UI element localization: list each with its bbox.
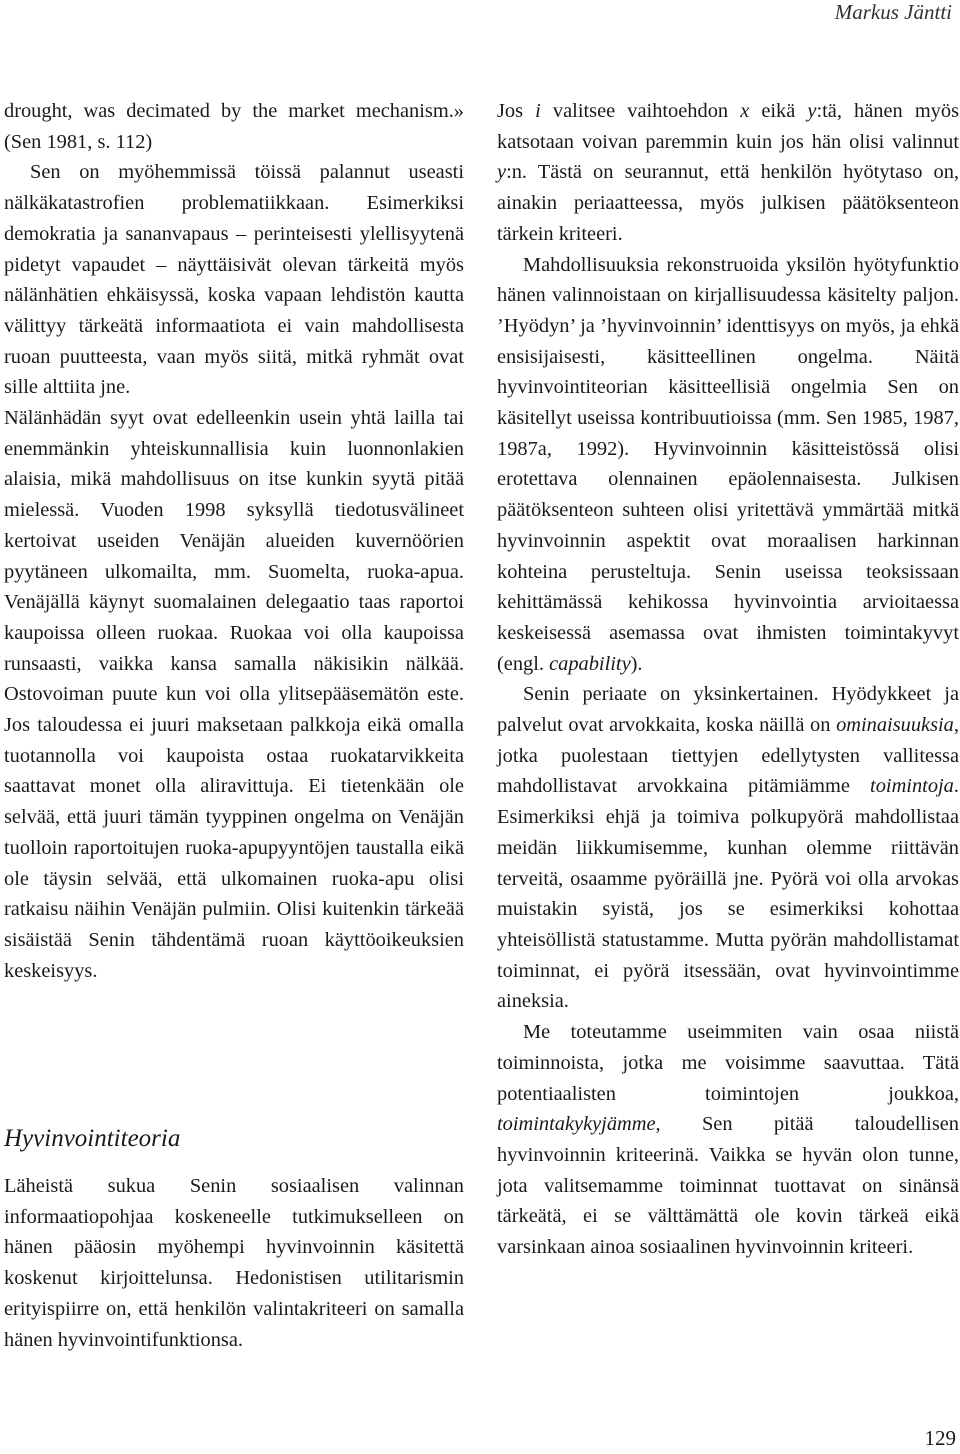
italic-term: toimintakykyjämme [497,1113,656,1136]
running-header-author: Markus Jäntti [834,0,952,24]
paragraph-welfare-intro: Läheistä sukua Senin sosiaalisen valinnan informaatiopohjaa koskeneelle tutkimukselleen on hänen pääosin myöhempi hyvinvoinnin käsitettä koskenut kirjoittelunsa. Hedonistisen utilitarismin erityispiirre on, että henkilön valintakriteeri on samalla hänen hyvinvointifunktionsa. [4,1175,464,1351]
paragraph-capability-set: Me toteutamme useimmiten vain osaa niistä toiminnoista, jotka me voisimme saavuttaa. Tätä potentiaalisten toimintojen joukkoa, toimintakykyjämme, Sen pitää taloudellisen hyvinvoinnin kriteerinä. Vaikka se hyvän olon tunne, jota valitsemamme toiminnat tuottavat on sinänsä tärkeätä, ei se välttämättä ole kovin tärkeä eikä varsinkaan ainoa sosiaalinen hyvinvoinnin kriteeri. [497,1021,959,1259]
italic-term: x [740,100,750,122]
italic-term: i [535,100,541,122]
page-number: 129 [924,1426,956,1450]
paragraph-utility-functions: Mahdollisuuksia rekonstruoida yksilön hyötyfunktio hänen valinnoistaan on kirjallisuudessa käsitelty paljon. ’Hyödyn’ ja ’hyvinvoinnin’ identtisyys on myös, ja ehkä ensisijaisesti, käsitteellinen ongelma. Näitä hyvinvointiteorian käsitteellisiä ongelmia Sen on käsitellyt useissa kontribuutioissa (mm. Sen 1985, 1987, 1987a, 1992). Hyvinvoinnin käsitteistössä olisi erotettava olennainen epäolennaisesta. Julkisen päätöksenteon suhteen olisi yritettävä ymmärtää mitkä hyvinvoinnin aspektit ovat moraalisen harkinnan kohteina perusteltuja. Senin useissa teoksissaan kehittämässä kehikossa hyvinvointia arvioitaessa keskeisessä asemassa ovat ihmisten toimintakyvyt (engl. capability). [497,253,959,675]
right-column [497,96,959,1263]
section-heading: Hyvinvointiteoria [4,1125,181,1152]
paragraph-quote-end: drought, was decimated by the market mechanism.» (Sen 1981, s. 112) [4,100,464,153]
italic-term: y [807,100,817,122]
paragraph-capabilities-principle: Senin periaate on yksinkertainen. Hyödykkeet ja palvelut ovat arvokkaita, koska näillä on ominaisuuksia, jotka puolestaan tiettyjen edellytysten vallitessa mahdollistavat arvokkaina pitämiämme toimintoja. Esimerkiksi ehjä ja toimiva polkupyörä mahdollistaa meidän liikkumisemme, kunhan olemme riittävän terveitä, osaamme pyöräillä jne. Pyörä voi olla arvokas muistakin syistä, jos se esimerkiksi kohottaa yhteisöllistä statustamme. Mutta pyörän mahdollistamat toiminnat, ei pyörä itsessään, ovat hyvinvointimme aineksia. [497,683,959,1013]
section-intro [4,1171,464,1355]
paragraph-famine-democracy: Sen on myöhemmissä töissä palannut useasti nälkäkatastrofien problematiikkaan. Esimerkiksi demokratia ja sananvapaus – perinteisesti ylellisyytenä pidetyt vapaudet – näyttäisivät olevan tärkeitä myös nälänhätien ehkäisyssä, koska vapaan lehdistön kautta välittyy tärkeätä informaatiota ei vain mahdollisesta ruoan puutteesta, vaan myös siitä, mitkä ryhmät ovat sille alttiita jne. [4,161,464,399]
italic-term: toimintoja [870,775,954,798]
italic-term: capability [549,652,631,675]
paragraph-famine-causes: Nälänhädän syyt ovat edelleenkin usein yhtä lailla tai enemmänkin yhteiskunnallisia kuin luonnonlakien alaisia, mikä mahdollisuus on itse kunkin syytä pitää mielessä. Vuoden 1998 syksyllä tiedotusvälineet kertoivat useiden Venäjän alueiden kuvernöörien pyytäneen ulkomailta, mm. Suomelta, ruoka-apua. Venäjällä käynyt suomalainen delegaatio taas raportoi kaupoissa olleen ruokaa. Ruokaa voi olla kaupoissa runsaasti, vaikka kansa samalla näkisikin nälkää. Ostovoiman puute kun voi olla ylitsepääsemätön este. Jos taloudessa ei juuri maksetaan palkkoja eikä omalla tuotannolla voi kaupoista ostaa ruokatarvikkeita saattavat monet olla aliravittuja. Ei tietenkään ole selvää, että juuri tämän tyyppinen ongelma on Venäjän tuolloin raportoitujen ruoka-apupyyntöjen taustalla eikä ole täysin selvää, että ulkomainen ruoka-apu olisi ratkaisu näihin Venäjän pulmiin. Olisi kuitenkin tärkeää sisäistää Senin tähdentämä ruoan käyttöoikeuksien keskeisyys. [4,407,464,982]
left-column [4,96,464,986]
italic-term: ominaisuuksia [836,714,954,737]
italic-term: y [497,161,507,184]
paragraph-choice-utility: Jos i valitsee vaihtoehdon x eikä y:tä, hänen myös katsotaan voivan paremmin kuin jos hän olisi valinnut y:n. Tästä on seurannut, että henkilön hyötytaso on, ainakin periaatteessa, myös julkisen päätöksenteon tärkein kriteeri. [497,100,959,245]
